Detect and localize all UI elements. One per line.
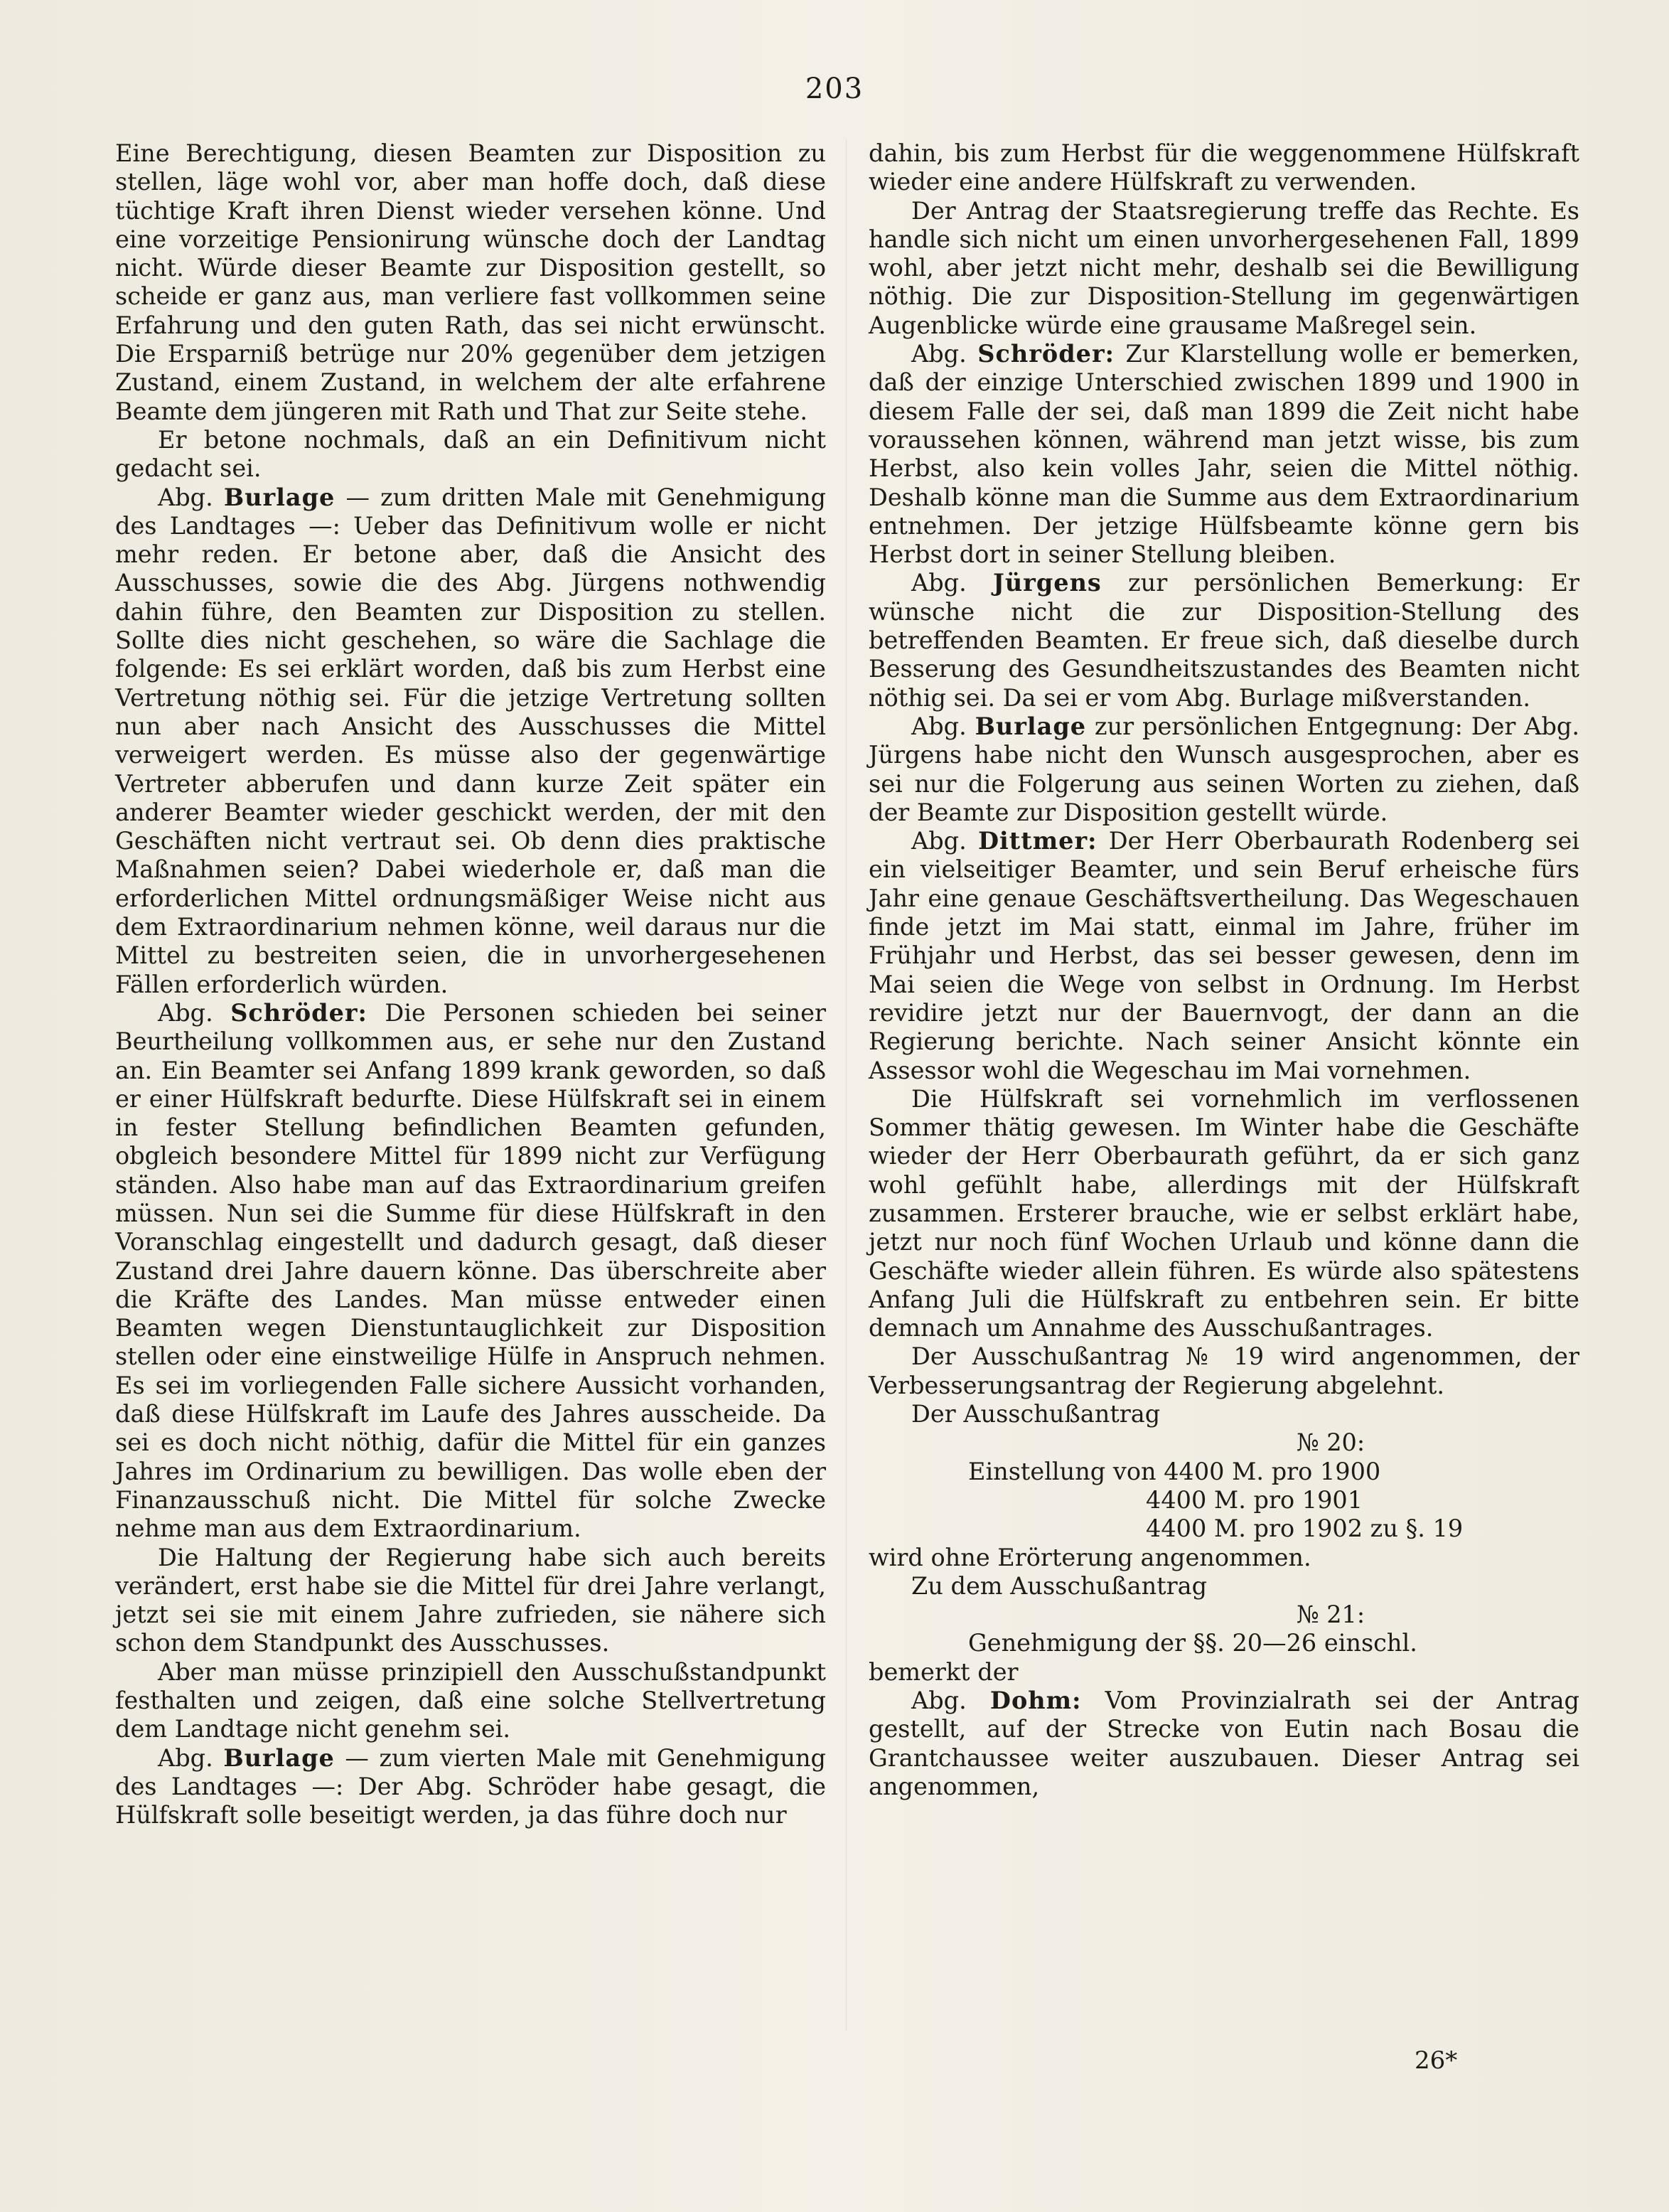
left-column (115, 139, 826, 1830)
paragraph-l3: Abg. Burlage — zum dritten Male mit Genehmigung des Landtages —: Ueber das Definitivum wolle er nicht mehr reden. Er betone aber, daß die Ansicht des Ausschusses, sowie die des Abg. Jürgens nothwendig dahin führe, den Beamten zur Disposition zu stellen. Sollte dies nicht geschehen, so wäre die Sachlage die folgende: Es sei erklärt worden, daß bis zum Herbst eine Vertretung nöthig sei. Für die jetzige Vertretung sollten nun aber nach Ansicht des Ausschusses die Mittel verweigert werden. Es müsse also der gegenwärtige Vertreter abberufen und dann kurze Zeit später ein anderer Beamter wieder geschickt werden, der mit den Geschäften nicht vertraut sei. Ob denn dies praktische Maßnahmen seien? Dabei wiederhole er, daß man die erforderlichen Mittel ordnungsmäßiger Weise nicht aus dem Extraordinarium nehmen könne, weil daraus nur die Mittel zu bestreiten seien, die in unvorhergesehenen Fällen erforderlich würden. (115, 483, 826, 998)
speaker-name: Schröder: (977, 340, 1115, 368)
speaker-name: Burlage (223, 483, 336, 511)
paragraph-r7: Die Hülfskraft sei vornehmlich im verflossenen Sommer thätig gewesen. Im Winter habe die Geschäfte wieder der Herr Oberbaurath geführt, da er sich ganz wohl gefühlt habe, allerdings mit der Hülfskraft zusammen. Ersterer brauche, wie er selbst erklärt habe, jetzt nur noch fünf Wochen Urlaub und könne dann die Geschäfte wieder allein führen. Es würde also spätestens Anfang Juli die Hülfskraft zu entbehren sein. Er bitte demnach um Annahme des Ausschußantrages. (869, 1084, 1579, 1342)
speaker-name: Burlage (975, 712, 1087, 740)
speaker-name: Burlage (223, 1743, 335, 1772)
paragraph-r2: Der Antrag der Staatsregierung treffe das Rechte. Es handle sich nicht um einen unvorhergesehenen Fall, 1899 wohl, aber jetzt nicht mehr, deshalb sei die Bewilligung nöthig. Die zur Disposition-Stellung im gegenwärtigen Augenblicke würde eine grausame Maßregel sein. (869, 196, 1579, 339)
motion-20-line1: Einstellung von 4400 M. pro 1900 (968, 1457, 1381, 1485)
paragraph-r5: Abg. Burlage zur persönlichen Entgegnung: Der Abg. Jürgens habe nicht den Wunsch ausgesprochen, aber es sei nur die Folgerung aus seinen Worten zu ziehen, daß der Beamte zur Disposition gestellt würde. (869, 712, 1579, 826)
motion-20-line2: 4400 M. pro 1901 (1146, 1485, 1363, 1514)
paragraph-r4: Abg. Jürgens zur persönlichen Bemerkung: Er wünsche nicht die zur Disposition-Stellung des betreffenden Beamten. Er freue sich, daß dieselbe durch Besserung des Gesundheitszustandes des Beamten nicht nöthig sei. Da sei er vom Abg. Burlage mißverstanden. (869, 569, 1579, 712)
paragraph-r3: Abg. Schröder: Zur Klarstellung wolle er bemerken, daß der einzige Unterschied zwischen 1899 und 1900 in diesem Falle der sei, daß man 1899 die Zeit nicht habe voraussehen können, während man jetzt wisse, bis zum Herbst, also kein volles Jahr, seien die Mittel nöthig. Deshalb könne man die Summe aus dem Extraordinarium entnehmen. Der jetzige Hülfsbeamte könne gern bis Herbst dort in seiner Stellung bleiben. (869, 340, 1579, 569)
speaker-name: Dittmer: (977, 827, 1098, 855)
motion-21-intro: Zu dem Ausschußantrag (911, 1571, 1208, 1600)
paragraph-l2: Er betone nochmals, daß an ein Definitivum nicht gedacht sei. (115, 425, 826, 483)
motion-20-result: wird ohne Erörterung angenommen. (869, 1543, 1311, 1571)
right-column (869, 139, 1579, 1801)
page-number: 203 (805, 73, 864, 105)
paragraph-r8: Der Ausschußantrag № 19 wird angenommen, der Verbesserungsantrag der Regierung abgelehnt. (869, 1342, 1579, 1399)
speaker-name: Jürgens (992, 569, 1102, 597)
paragraph-r1: dahin, bis zum Herbst für die weggenommene Hülfskraft wieder eine andere Hülfskraft zu verwenden. (869, 139, 1579, 196)
speaker-name: Schröder: (230, 998, 367, 1027)
paragraph-l5: Die Haltung der Regierung habe sich auch bereits verändert, erst habe sie die Mittel für drei Jahre verlangt, jetzt sei sie mit einem Jahre zufrieden, sie nähere sich schon dem Standpunkt des Ausschusses. (115, 1543, 826, 1657)
paragraph-r6: Abg. Dittmer: Der Herr Oberbaurath Rodenberg sei ein vielseitiger Beamter, und sein Beruf erheische fürs Jahr eine genaue Geschäftsvertheilung. Das Wegeschauen finde jetzt im Mai statt, einmal im Jahre, früher im Frühjahr und Herbst, das sei besser gewesen, denn im Mai seien die Wege von selbst in Ordnung. Im Herbst revidire jetzt nur der Bauernvogt, der dann an die Regierung berichte. Nach seiner Ansicht könnte ein Assessor wohl die Wegeschau im Mai vornehmen. (869, 827, 1579, 1084)
paragraph-final: Abg. Dohm: Vom Provinzialrath sei der Antrag gestellt, auf der Strecke von Eutin nach Bosau die Grantchaussee weiter auszubauen. Dieser Antrag sei angenommen, (869, 1687, 1579, 1800)
paragraph-l4: Abg. Schröder: Die Personen schieden bei seiner Beurtheilung vollkommen aus, er sehe nur den Zustand an. Ein Beamter sei Anfang 1899 krank geworden, so daß er einer Hülfskraft bedurfte. Diese Hülfskraft sei in einem in fester Stellung befindlichen Beamten gefunden, obgleich besondere Mittel für 1899 nicht zur Verfügung ständen. Also habe man auf das Extraordinarium greifen müssen. Nun sei die Summe für diese Hülfskraft in den Voranschlag eingestellt und dadurch gesagt, daß dieser Zustand drei Jahre dauern könne. Das überschreite aber die Kräfte des Landes. Man müsse entweder einen Beamten wegen Dienstuntauglichkeit zur Disposition stellen oder eine einstweilige Hülfe in Anspruch nehmen. Es sei im vorliegenden Falle sichere Aussicht vorhanden, daß diese Hülfskraft im Laufe des Jahres ausscheide. Da sei es doch nicht nöthig, dafür die Mittel für ein ganzes Jahres im Ordinarium zu bewilligen. Das wolle eben der Finanzausschuß nicht. Die Mittel für solche Zwecke nehme man aus dem Extraordinarium. (115, 998, 826, 1543)
motion-21-line1: Genehmigung der §§. 20—26 einschl. (968, 1629, 1417, 1657)
paragraph-l6: Aber man müsse prinzipiell den Ausschußstandpunkt festhalten und zeigen, daß eine solche Stellvertretung dem Landtage nicht genehm sei. (115, 1657, 826, 1743)
paragraph-r9: Der Ausschußantrag (911, 1400, 1161, 1428)
paragraph-l7: Abg. Burlage — zum vierten Male mit Genehmigung des Landtages —: Der Abg. Schröder habe gesagt, die Hülfskraft solle beseitigt werden, ja das führe doch nur (115, 1743, 826, 1829)
speaker-name: Dohm: (989, 1687, 1082, 1715)
motion-20-number: № 20: (1296, 1428, 1365, 1457)
motion-20-line3: 4400 M. pro 1902 zu §. 19 (1146, 1514, 1464, 1543)
column-divider (846, 139, 847, 2031)
printer-signature-mark: 26* (1415, 2046, 1458, 2075)
paragraph-l1: Eine Berechtigung, diesen Beamten zur Disposition zu stellen, läge wohl vor, aber man hoffe doch, daß diese tüchtige Kraft ihren Dienst wieder versehen könne. Und eine vorzeitige Pensionirung wünsche doch der Landtag nicht. Würde dieser Beamte zur Disposition gestellt, so scheide er ganz aus, man verliere fast vollkommen seine Erfahrung und den guten Rath, das sei nicht erwünscht. Die Ersparniß betrüge nur 20% gegenüber dem jetzigen Zustand, einem Zustand, in welchem der alte erfahrene Beamte dem jüngeren mit Rath und That zur Seite stehe. (115, 139, 826, 425)
motion-21-remark: bemerkt der (869, 1657, 1019, 1686)
motion-21-number: № 21: (1296, 1601, 1365, 1629)
